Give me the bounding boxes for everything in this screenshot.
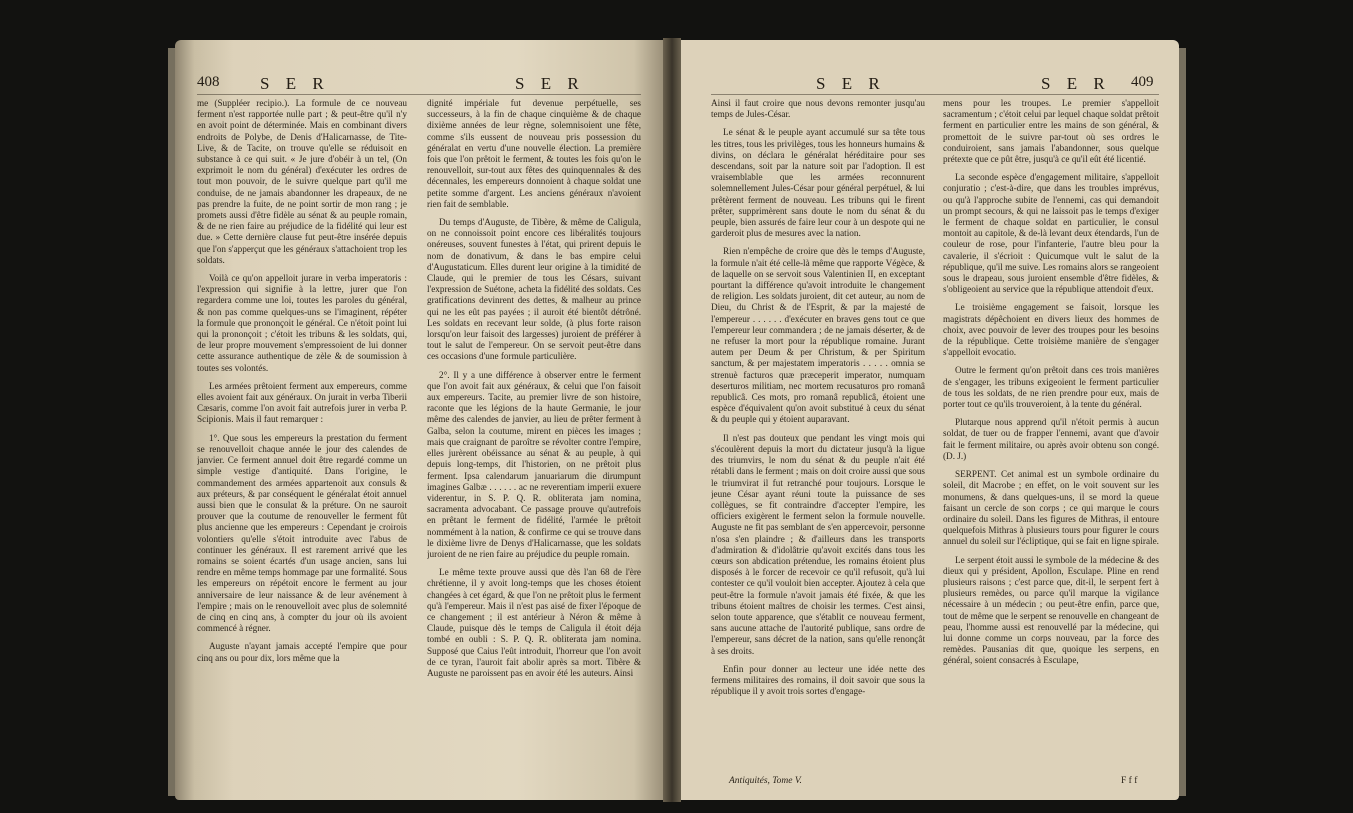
paragraph: Le sénat & le peuple ayant accumulé sur sa tête tous les titres, tous les privilèges, tous les honneurs humains & divins, on déclara le généralat héréditaire pour ses descendans, soit par la nature soit par l'adoption. Il est vraisemblable que les armées reconnurent solemnellement Jules-César pour général perpétuel, & lui prêtèrent ferment de nouveau. Les tribuns qui le firent prêter, supprimèrent sans doute le nom du sénat & du peuple, bien assurés de faire leur cour à un despote qui ne garderoit plus de mesures avec la nation. [711,127,925,239]
paragraph: Voilà ce qu'on appelloit jurare in verba imperatoris : l'expression qui signifie à la lettre, jurer que l'on regardera comme une loi, toutes les paroles du général, & non pas comme quelques-uns se l'imaginent, répéter la formule que prononçoit le général. Ce n'étoit point lui qui la prononçoit ; c'étoit les tribuns & les soldats, qui, de leur propre mouvement s'empressoient de lui donner cette assurance authentique de zèle & de soumission à toutes ses volontés. [197,273,407,373]
paragraph: La seconde espèce d'engagement militaire, s'appelloit conjuratio ; c'est-à-dire, que dans les troubles imprévus, ou qu'à l'approche subite de l'ennemi, cas qui demandoit un prompt secours, & qui ne laissoit pas le temps d'exiger le ferment de chaque soldat en particulier, le consul montoit au capitole, & de-là levant deux étendards, l'un de couleur de rose, pour l'infanterie, l'autre bleu pour la cavalerie, il s'écrioit : Quicumque vult le salut de la république, qu'il me suive. Les romains alors se rangeoient sous le drapeau, sous juroient ensemble d'être fidèles, & s'obligeoient au service que la république attendoit d'eux. [943,172,1159,295]
paragraph: 2°. Il y a une différence à observer entre le ferment que l'on avoit fait aux généraux, & celui que l'on faisoit aux empereurs. Tacite, au premier livre de son histoire, raconte que les légions de la haute Germanie, le jour même des calendes de janvier, au lieu de prêter ferment à Galba, selon la coutume, mirent en pièces les images ; mais que craignant de paroître se révolter contre l'empire, elles jurèrent obéissance au sénat & au peuple, à qui depuis long-temps, dit l'historien, on ne prêtoit plus ferment. Ipsa calendarum januariarum die dirumpunt imagines Galbæ . . . . . . ac ne reverentiam imperii exuere viderentur, in S. P. Q. R. obliterata jam nomina, sacramenta advocabant. Ce passage prouve qu'autrefois en prêtant le ferment de fidélité, l'armée le prêtoit nommément à la nation, & confirme ce qui se trouve dans le dixième livre de Denys d'Halicarnasse, que les soldats juroient de ne rien faire au préjudice du peuple romain. [427,369,641,559]
text-column-right-1 [711,98,925,770]
paragraph: Le même texte prouve aussi que dès l'an 68 de l'ère chrétienne, il y avoit long-temps que les choses étoient changées à cet égard, & que l'on ne prêtoit plus le ferment qu'à l'empereur. Mais il n'est pas aisé de fixer l'époque de ce changement ; il est antérieur à Néron & même à Claude, puisque dès le temps de Caligula il étoit déja tombé en oubli : S. P. Q. R. obliterata jam nomina. Supposé que Caius l'eût introduit, l'horreur que l'on avoit de ce tyran, l'auroit fait abolir après sa mort. Tibère & Auguste ne paroissent pas en avoir été les auteurs. Ainsi [427,567,641,678]
page-number-left: 408 [197,74,220,90]
header-rule-left [197,94,641,95]
paragraph: Ainsi il faut croire que nous devons remonter jusqu'au temps de Jules-César. [711,98,925,120]
paragraph: Plutarque nous apprend qu'il n'étoit permis à aucun soldat, de tuer ou de frapper l'ennemi, avant que d'avoir fait le ferment militaire, ou après avoir obtenu son congé. (D. J.) [943,417,1159,461]
running-header-right-col2: S E R [1041,74,1111,93]
book-gutter [663,38,681,802]
paragraph: Du temps d'Auguste, de Tibère, & même de Caligula, on ne connoissoit point encore ces libéralités toujours onéreuses, souvent funestes à l'état, qui prirent depuis le nom de donativum, & dans le bas empire celui d'Augustaticum. Elles durent leur origine à la timidité de Claude, qui le premier de tous les Césars, suivant l'expression de Suétone, acheta la fidélité des soldats. Ces gratifications devinrent des dettes, & malheur au prince qui ne les eût pas payées ; il auroit été bientôt détrôné. Les soldats en recevant leur solde, (à plus forte raison lorsqu'on leur faisoit des largesses) juroient de préférer à tout le salut de l'empereur. On se servoit peut-être dans ces occasions d'une formule particulière. [427,217,641,362]
page-number-right: 409 [1131,74,1154,90]
paragraph: 1°. Que sous les empereurs la prestation du ferment se renouvelloit chaque année le jour des calendes de janvier. Ce ferment annuel doit être regardé comme un simple vestige d'antiquité. Dans l'origine, le commandement des armées appartenoit aux consuls & aux préteurs, & par conséquent le généralat étoit annuel aussi bien que le consulat & la préture. On ne sauroit prouver que la coutume de renouveller le ferment fût plus ancienne que les empereurs : Cependant je croirois volontiers qu'elle s'étoit introduite avec l'abus de continuer les généraux. Il est rarement arrivé que les romains se soient écartés d'un usage ancien, sans lui rendre en même temps hommage par une formalité. Sous les empereurs on répétoit encore le ferment au jour anniversaire de leur naissance & de leur avénement à l'empire ; mais on le renouvelloit avec plus de solemnité de cinq en cinq ans, à compter du jour où ils avoient commencé à régner. [197,432,407,634]
right-page [681,40,1179,800]
paragraph: Rien n'empêche de croire que dès le temps d'Auguste, la formule n'ait été celle-là même que rapporte Végèce, & de laquelle on se servoit sous Valentinien II, en exceptant pourtant la différence qu'avoit introduite le changement de religion. Les soldats juroient, dit cet auteur, au nom de Dieu, du Christ & de l'Esprit, & par la majesté de l'empereur . . . . . . d'exécuter en braves gens tout ce que l'empereur leur commandera ; de ne jamais déserter, & de ne refuser la mort pour la république romaine. Jurant autem per Deum & per Christum, & per Spiritum sanctum, & per majestatem imperatoris . . . . . omnia se strenuè facturos quæ præceperit imperator, numquam deserturos militiam, nec mortem recusaturos pro romanâ republicâ. Ces mots, pro romanâ republicâ, étoient une espèce d'équivalent qu'on avoit substitué à ceux du sénat & du peuple qui y étoient auparavant. [711,246,925,425]
paragraph: Le troisième engagement se faisoit, lorsque les magistrats dépêchoient en divers lieux des hommes de choix, avec pouvoir de lever des troupes pour les besoins de la république. Cette troisième manière de s'engager s'appelloit evocatio. [943,302,1159,358]
paragraph: me (Suppléer recipio.). La formule de ce nouveau ferment n'est rapportée nulle part ; & peut-être qu'il n'y en avoit point de déterminée. Mais en combinant divers endroits de Polybe, de Denis d'Halicarnasse, de Tite-Live, & de Tacite, on trouve qu'elle se réduisoit en substance à ce qui suit. « Je jure d'obéir à un tel, (On exprimoit le nom du général) d'exécuter les ordres de tout mon pouvoir, de le suivre quelque part qu'il me conduise, de ne jamais abandonner les drapeaux, de ne pas prendre la fuite, de ne point sortir de mon rang ; je promets aussi d'être fidèle au sénat & au peuple romain, & de ne rien faire au préjudice de la fidélité qui leur est due. » Cette dernière clause fut peut-être insérée depuis que l'on s'apperçut que les généraux s'attachoient trop les soldats. [197,98,407,265]
paragraph: Auguste n'ayant jamais accepté l'empire que pour cinq ans ou pour dix, lors même que la [197,641,407,663]
paragraph: Le serpent étoit aussi le symbole de la médecine & des dieux qui y président, Apollon, Esculape. Pline en rend plusieurs raisons ; c'est parce que, dit-il, le serpent fert à plusieurs remèdes, ou parce qu'il marque la vigilance nécessaire à un médecin ; ou peut-être enfin, parce que, tout de même que le serpent se renouvelle en changeant de peau, l'homme aussi est renouvellé par la médecine, qui lui donne comme un corps nouveau, par la force des remèdes. Pausanias dit que, quoique les serpens, en général, soient consacrés à Esculape, [943,554,1159,666]
footer-volume: Antiquités, Tome V. [729,776,802,786]
text-column-left-2 [427,98,641,788]
paragraph: SERPENT. Cet animal est un symbole ordinaire du soleil, dit Macrobe ; en effet, on le voit souvent sur les monumens, & dans quelques-uns, il se mord la queue faisant un cercle de son corps ; ce qui marque le cours ordinaire du soleil. Dans les figures de Mithras, il entoure quelquefois Mithras à plusieurs tours pour figurer le cours annuel du soleil sur l'écliptique, qui se fait en ligne spirale. [943,469,1159,547]
running-header-right-col1: S E R [816,74,886,93]
paragraph: Il n'est pas douteux que pendant les vingt mois qui s'écoulèrent depuis la mort du dictateur jusqu'à la ligue des triumvirs, le nom du sénat & du peuple n'ait été rétabli dans le ferment ; mais on doit croire aussi que sous le triumvirat il fut retranché pour toujours. Lorsque le jeune César ayant réuni toute la puissance de ses collègues, se fit contraindre d'accepter l'empire, les officiers exigèrent le ferment selon la formule nouvelle. Auguste ne fit pas semblant de s'en appercevoir, personne n'osa s'en plaindre ; & d'ailleurs dans les transports d'admiration & d'idolâtrie qu'avoit excités dans tous les cœurs son abdication prétendue, les romains étoient plus disposés à le forcer de recevoir ce qu'il refusoit, qu'à lui contester ce qu'il vouloit bien accepter. Ajoutez à cela que peut-être la formule n'avoit jamais été fixée, & que les tribuns étoient maîtres de choisir les termes. C'est ainsi, selon toute apparence, que s'établit ce nouveau ferment, sans aucune attache de l'autorité publique, sans ordre de l'empereur, sans décret de la nation, sans qu'elle renonçât à ses droits. [711,432,925,656]
paragraph: dignité impériale fut devenue perpétuelle, ses successeurs, à la fin de chaque cinquième & de chaque dixième années de leur règne, solemnisoient une fête, comme s'ils eussent de nouveau pris possession du généralat en vertu d'une nouvelle élection. La première fois que l'on prêtoit le ferment, & toutes les fois qu'on le renouvelloit, sur-tout aux fêtes des quinquennales & des décennales, les empereurs donnoient à chaque soldat une petite somme d'argent. Les anciens généraux n'avoient rien fait de semblable. [427,98,641,209]
left-page [175,40,663,800]
running-header-left-col1: S E R [260,74,330,93]
paragraph: Outre le ferment qu'on prêtoit dans ces trois manières de s'engager, les tribuns exigeoient le ferment particulier de tous les soldats, de ne rien prendre pour eux, mais de porter tout ce qu'ils trouveroient, à la tente du général. [943,365,1159,410]
paragraph: mens pour les troupes. Le premier s'appelloit sacramentum ; c'étoit celui par lequel chaque soldat prêtoit ferment en particulier entre les mains de son général, & promettoit de le suivre par-tout où ses ordres le conduiroient, sans jamais l'abandonner, sous quelque prétexte que ce pût être, jusqu'à ce qu'il eût été licentié. [943,98,1159,165]
paragraph: Les armées prêtoient ferment aux empereurs, comme elles avoient fait aux généraux. On jurait in verba Tiberii Cæsaris, comme l'on avoit fait autrefois jurer in verba P. Scipionis. Mais il faut remarquer : [197,380,407,425]
signature-mark: F f f [1121,776,1138,786]
running-header-left-col2: S E R [515,74,585,93]
paragraph: Enfin pour donner au lecteur une idée nette des fermens militaires des romains, il doit savoir que sous la république il y avoit trois sortes d'engage- [711,663,925,697]
header-rule-right [711,94,1159,95]
text-column-right-2 [943,98,1159,770]
text-column-left-1 [197,98,407,788]
